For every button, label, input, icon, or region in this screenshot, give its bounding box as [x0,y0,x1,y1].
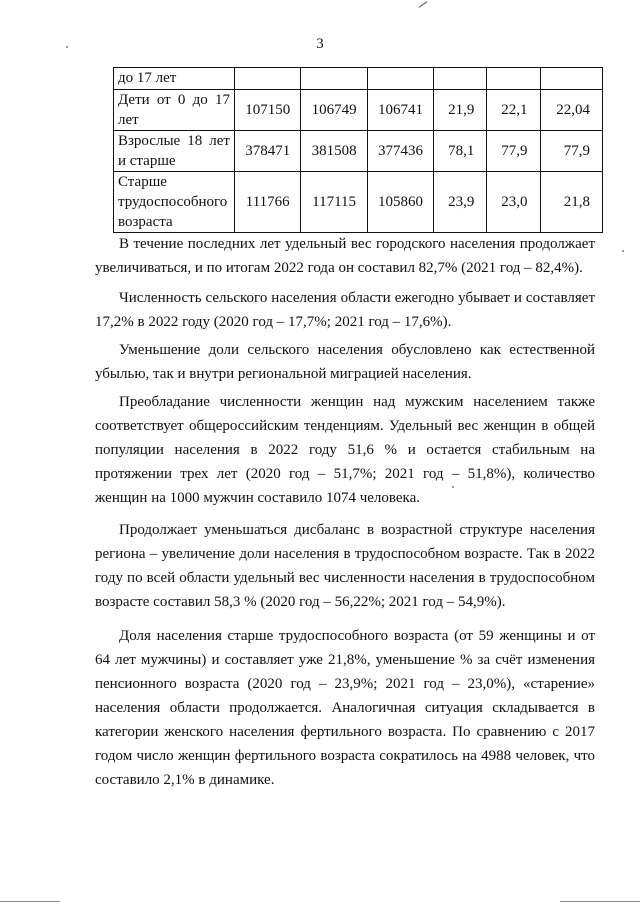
paragraph-gender-ratio: Преобладание численности женщин над мужским населением также соответствует общероссийским тенденциям. Удельный вес женщин в общей популяции населения в 2022 году 51,6 % и остается стабильным на протяжении трех лет (2020 год – 51,7%; 2021 год – 51,8%), количество женщин на 1000 мужчин составило 1074 человека. [95,394,595,506]
table-cell [540,68,602,90]
table-cell [235,68,301,90]
table-cell: 22,04 [540,90,602,131]
paragraph-working-age: Продолжает уменьшаться дисбаланс в возрастной структуре населения региона – увеличение доли населения в трудоспособном возрасте. Так в 2022 году по всей области удельный вес численности населения в трудоспособном возрасте составил 58,3 % (2020 год – 56,22%; 2021 год – 54,9%). [95,522,595,610]
paragraph-urban-share: В течение последних лет удельный вес городского населения продолжает увеличиваться, и по итогам 2022 года он составил 82,7% (2021 год – 82,4%). [95,236,595,276]
table-row [114,172,603,233]
page-number: 3 [316,36,324,52]
table-cell [367,68,433,90]
scan-edge-line [560,901,640,902]
table-cell: 21,8 [540,172,602,233]
table-cell: 78,1 [434,131,487,172]
table-cell: 106749 [301,90,367,131]
scan-edge-line [0,901,60,902]
table-cell: 77,9 [540,131,602,172]
table-cell: 23,9 [434,172,487,233]
paragraph-elderly-share: Доля населения старше трудоспособного возраста (от 59 женщины и от 64 лет мужчины) и составляет уже 21,8%, уменьшение % за счёт изменения пенсионного возраста (2020 год – 23,9%; 2021 год – 23,0%), «старение» населения области продолжается. Аналогичная ситуация складывается в категории женского населения фертильного возраста. По сравнению с 2017 годом число женщин фертильного возраста сократилось на 4988 человек, что составило 2,1% в динамике. [95,628,595,788]
table-cell: 22,1 [487,90,540,131]
table-cell: 117115 [301,172,367,233]
row-label: Взрослые 18 лет и старше [114,131,235,172]
table-row [114,131,603,172]
table-cell [434,68,487,90]
scan-mark [419,1,428,8]
table-cell: 107150 [235,90,301,131]
table-cell [301,68,367,90]
paragraph-rural-decline: Уменьшение доли сельского населения обусловлено как естественной убылью, так и внутри региональной миграцией населения. [95,342,595,382]
row-label: Старше трудоспособного возраста [114,172,235,233]
population-table [113,67,603,233]
table-cell: 23,0 [487,172,540,233]
paragraph-rural-population: Численность сельского населения области ежегодно убывает и составляет 17,2% в 2022 году (2020 год – 17,7%; 2021 год – 17,6%). [95,290,595,330]
table-cell: 105860 [367,172,433,233]
table-cell [487,68,540,90]
table-cell: 381508 [301,131,367,172]
table-cell: 21,9 [434,90,487,131]
row-label: до 17 лет [114,68,235,90]
table-row [114,68,603,90]
table-row [114,90,603,131]
row-label: Дети от 0 до 17 лет [114,90,235,131]
scan-dot [622,250,624,252]
table-cell: 111766 [235,172,301,233]
table-cell: 77,9 [487,131,540,172]
table-cell: 378471 [235,131,301,172]
table-cell: 377436 [367,131,433,172]
table-cell: 106741 [367,90,433,131]
